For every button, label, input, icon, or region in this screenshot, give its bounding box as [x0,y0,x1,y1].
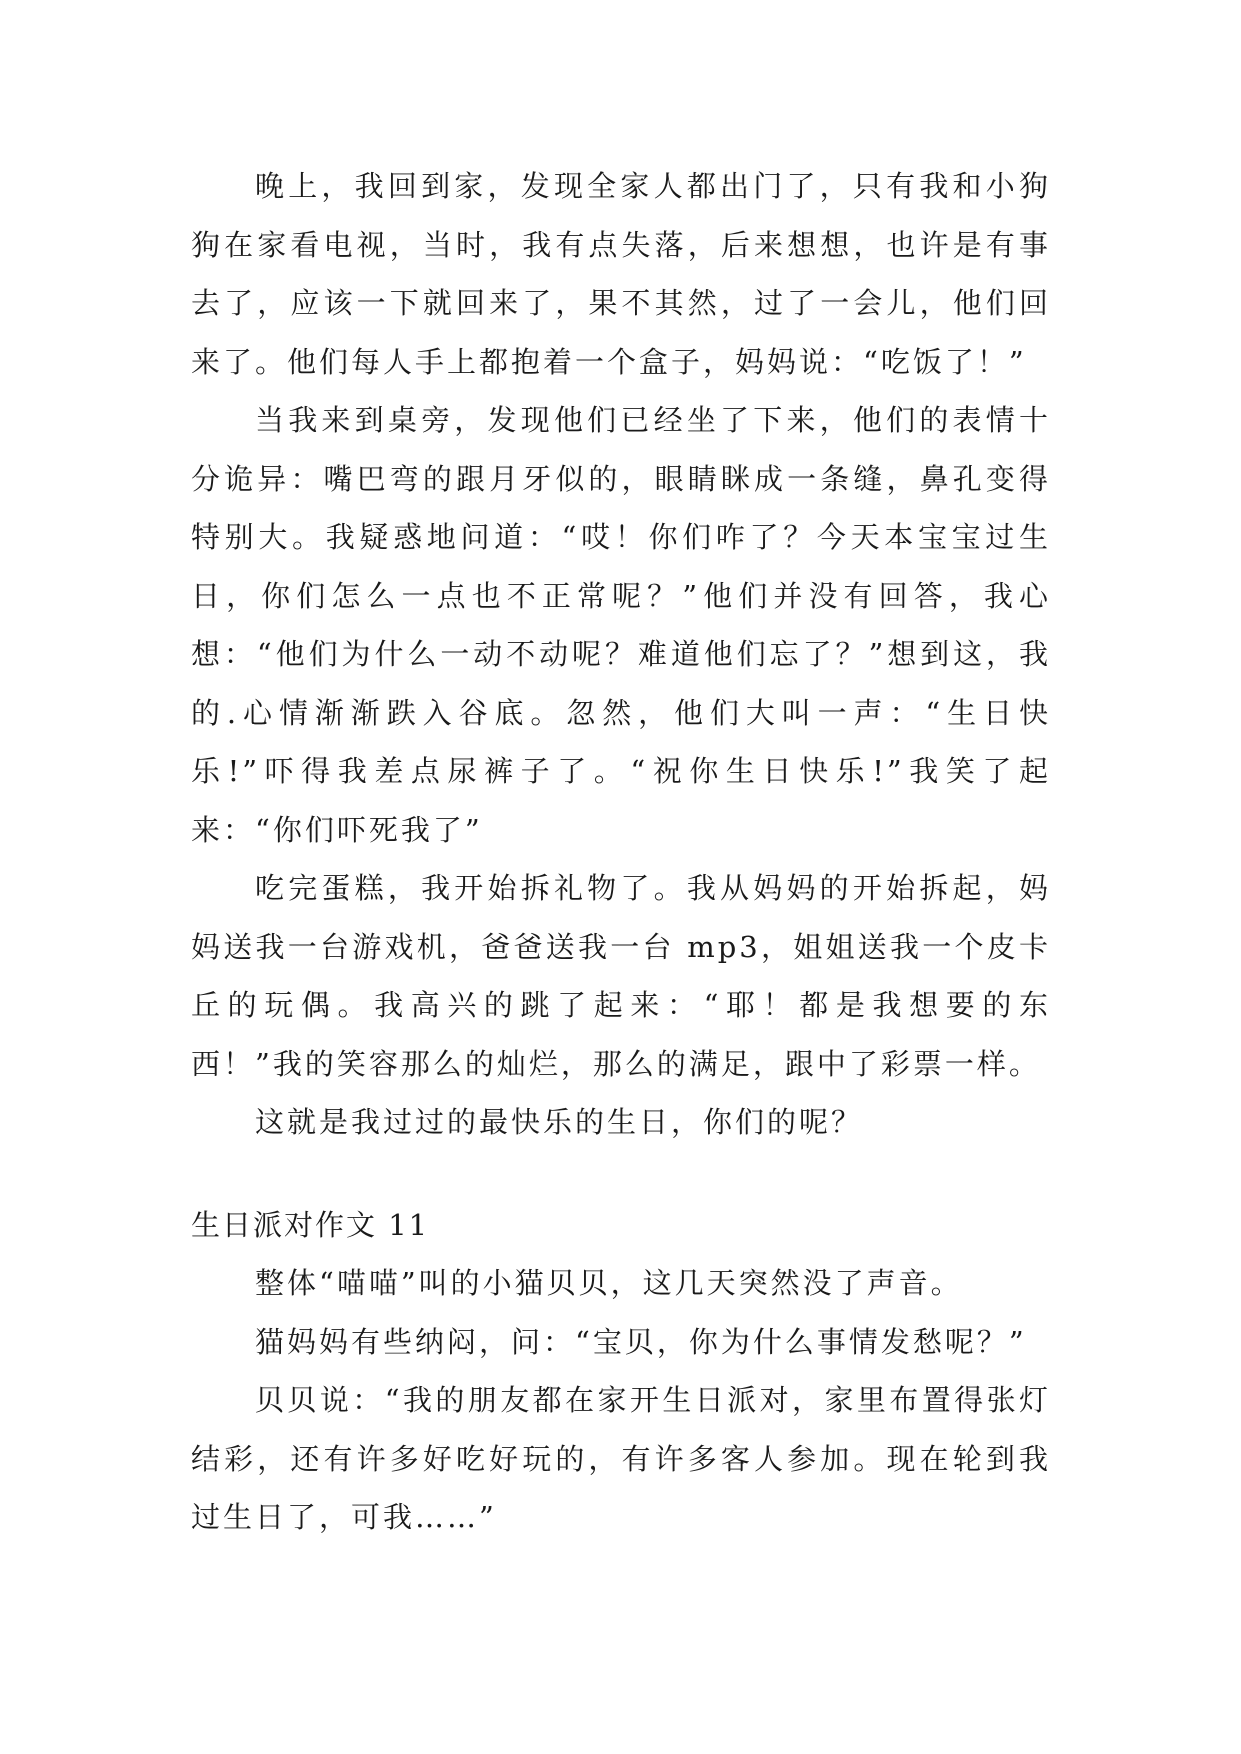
paragraph: 吃完蛋糕，我开始拆礼物了。我从妈妈的开始拆起，妈妈送我一台游戏机，爸爸送我一台 mp3，姐姐送我一个皮卡丘的玩偶。我高兴的跳了起来：“耶！都是我想要的东西！”我的笑容那么的灿烂，那么的满足，跟中了彩票一样。 [191,871,1051,1081]
paragraph: 当我来到桌旁，发现他们已经坐了下来，他们的表情十分诡异：嘴巴弯的跟月牙似的，眼睛眯成一条缝，鼻孔变得特别大。我疑惑地问道：“哎！你们咋了？今天本宝宝过生日，你们怎么一点也不正常呢？”他们并没有回答，我心想：“他们为什么一动不动呢？难道他们忘了？”想到这，我的.心情渐渐跌入谷底。忽然，他们大叫一声：“生日快乐!”吓得我差点尿裤子了。“祝你生日快乐!”我笑了起来：“你们吓死我了” [191,403,1051,847]
paragraph: 猫妈妈有些纳闷，问：“宝贝，你为什么事情发愁呢？” [255,1324,1027,1359]
paragraph: 贝贝说：“我的朋友都在家开生日派对，家里布置得张灯结彩，还有许多好吃好玩的，有许多客人参加。现在轮到我过生日了，可我……” [191,1383,1051,1534]
paragraph: 整体“喵喵”叫的小猫贝贝，这几天突然没了声音。 [255,1266,963,1300]
paragraph: 这就是我过过的最快乐的生日，你们的呢？ [255,1105,864,1139]
paragraph: 晚上，我回到家，发现全家人都出门了，只有我和小狗狗在家看电视，当时，我有点失落，后来想想，也许是有事去了，应该一下就回来了，果不其然，过了一会儿，他们回来了。他们每人手上都抱着一个盒子，妈妈说：“吃饭了！” [191,169,1051,379]
section-heading: 生日派对作文 11 [191,1208,430,1242]
essay-section-two [191,1254,1051,1547]
essay-section-one [191,157,1051,1152]
